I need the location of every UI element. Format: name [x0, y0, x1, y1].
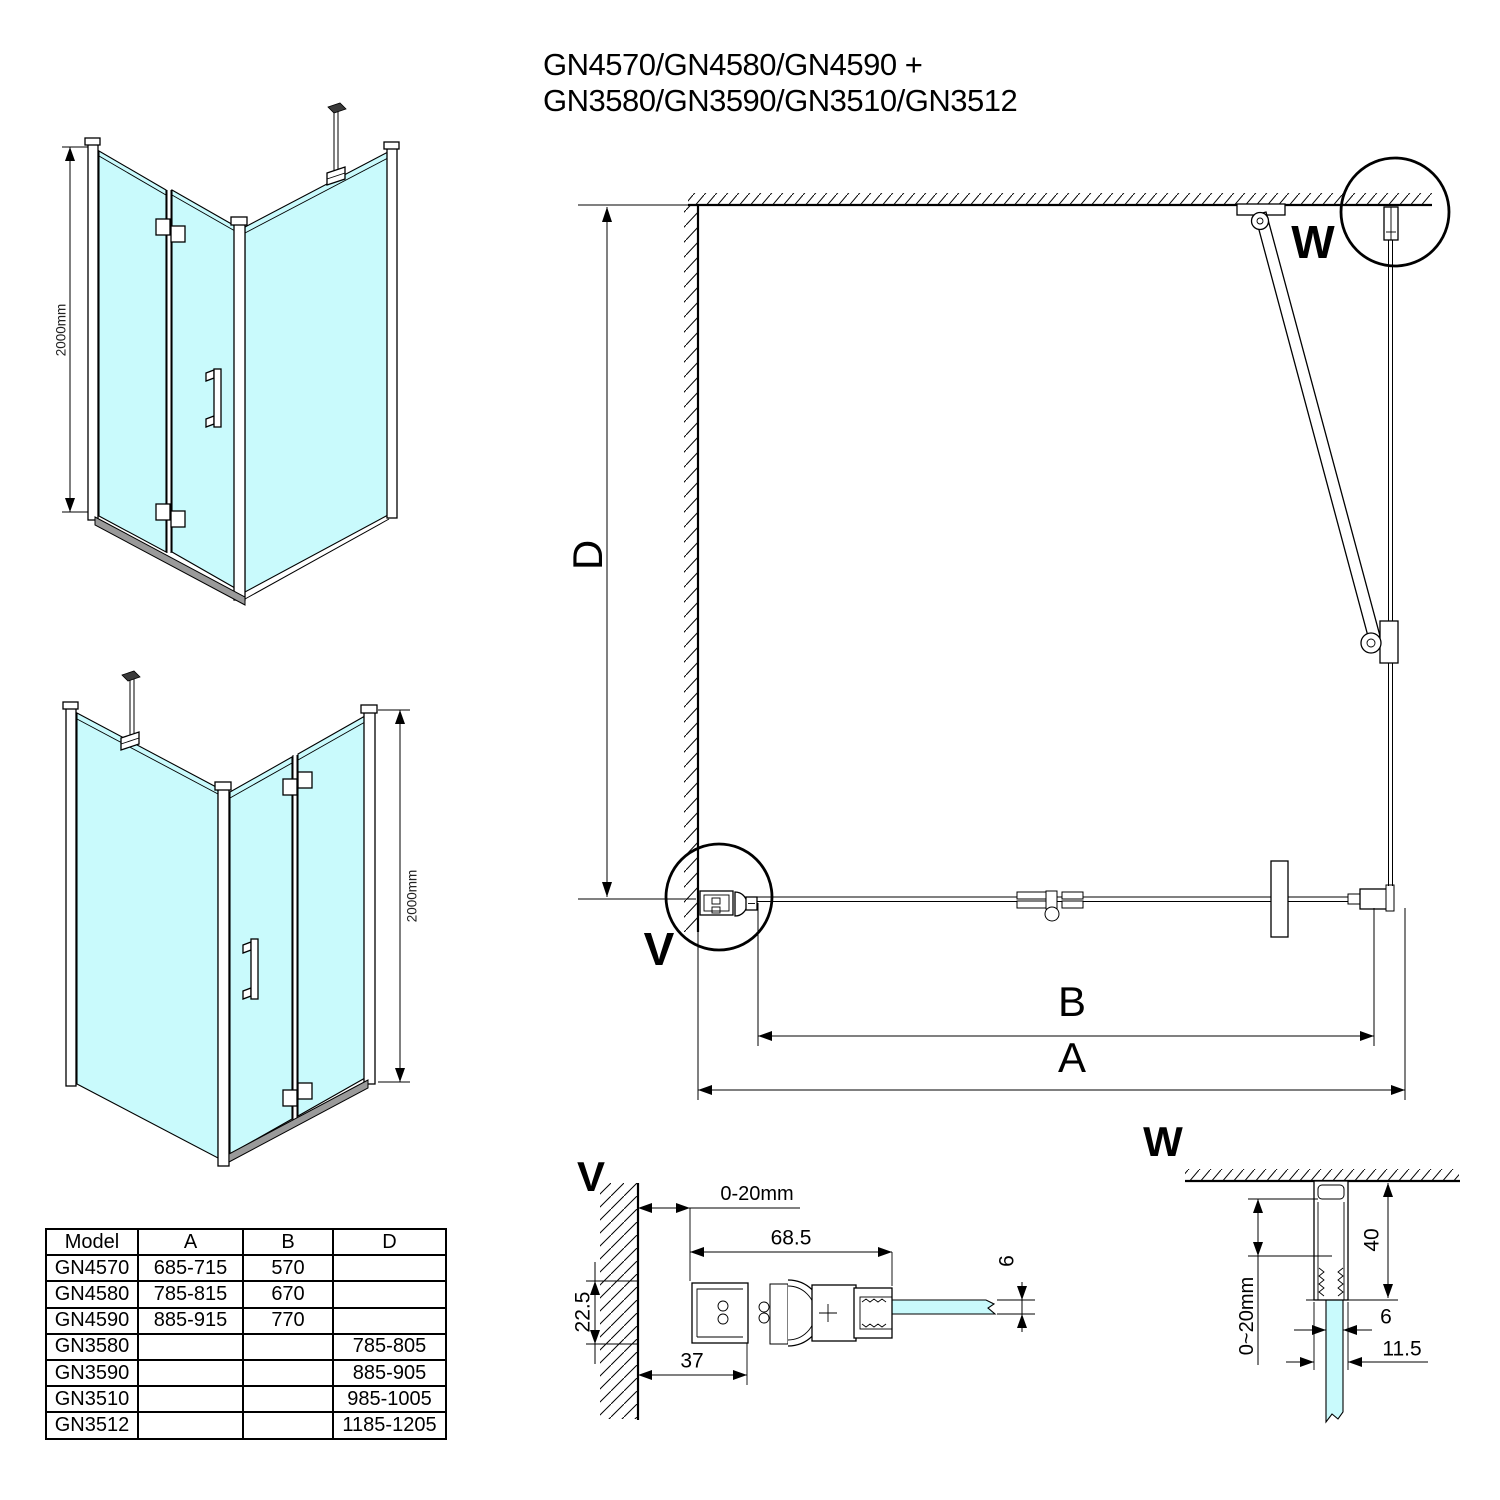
plan-dim-a-label: A — [1057, 1034, 1087, 1081]
cell-a — [138, 1334, 243, 1360]
detail-w-view — [1185, 1169, 1460, 1422]
center-hinge-plan — [1017, 891, 1083, 921]
cell-d — [333, 1255, 446, 1281]
detail-v-view — [586, 1183, 1035, 1420]
top-wall-hatch — [688, 193, 1432, 205]
detail-w-depth-label: 11.5 — [1382, 1337, 1422, 1361]
support-bar — [121, 671, 140, 750]
detail-v-wall-profile-label: 37 — [680, 1349, 704, 1373]
wall-profile-plan — [700, 891, 757, 916]
cell-model: GN4580 — [46, 1281, 138, 1307]
detail-w-title: W — [1143, 1118, 1183, 1165]
cell-model: GN3580 — [46, 1334, 138, 1360]
left-wall-hatch — [684, 205, 698, 932]
knob — [1045, 907, 1059, 921]
detail-v-title: V — [576, 1153, 606, 1200]
plan-dim-b-label: B — [1057, 978, 1087, 1025]
support-bar — [327, 103, 346, 185]
wall-profile-section — [692, 1280, 892, 1346]
iso-back-view — [63, 671, 410, 1166]
support-bar-plan — [1237, 204, 1398, 663]
door-glass-panel — [99, 151, 166, 552]
cell-d: 785-805 — [333, 1334, 446, 1360]
cell-model: GN3510 — [46, 1386, 138, 1412]
plan-detail-w-ref: W — [1291, 216, 1335, 268]
table-row — [46, 1334, 446, 1360]
plan-view — [578, 158, 1449, 1100]
corner-profile-plan — [1348, 885, 1394, 911]
detail-v-glass-label: 6 — [995, 1255, 1019, 1267]
corner-post — [218, 786, 229, 1166]
detail-w-glass-label: 6 — [1380, 1305, 1392, 1329]
cell-b — [243, 1334, 333, 1360]
wall-hatch — [600, 1183, 638, 1419]
wall-profile-post — [66, 706, 76, 1086]
cell-d: 885-905 — [333, 1360, 446, 1386]
side-glass-panel — [245, 152, 388, 592]
iso-front-height-label: 2000mm — [53, 303, 69, 357]
cell-b: 770 — [243, 1308, 333, 1334]
table-row — [46, 1360, 446, 1386]
cell-b: 670 — [243, 1281, 333, 1307]
table-header-d: D — [333, 1229, 446, 1255]
handle-plan — [1271, 861, 1288, 937]
detail-v-depth-label: 22.5 — [571, 1291, 595, 1333]
cell-b — [243, 1360, 333, 1386]
detail-w-height-label: 40 — [1360, 1228, 1384, 1252]
door-glass-panel — [172, 190, 235, 588]
cell-d — [333, 1308, 446, 1334]
table-header-model: Model — [46, 1229, 138, 1255]
ceiling-hatch — [1185, 1169, 1459, 1181]
table-row — [46, 1412, 446, 1438]
side-panel-plan — [1384, 207, 1398, 886]
cell-model: GN3512 — [46, 1412, 138, 1438]
table-row — [46, 1308, 446, 1334]
table-row — [46, 1255, 446, 1281]
plan-detail-v-ref: V — [643, 923, 675, 975]
page-title: GN4570/GN4580/GN4590 + GN3580/GN3590/GN3510/GN3512 — [543, 47, 1018, 118]
cell-b: 570 — [243, 1255, 333, 1281]
cell-b — [243, 1412, 333, 1438]
table-header-row — [46, 1229, 446, 1255]
table-header-a: A — [138, 1229, 243, 1255]
cell-a — [138, 1386, 243, 1412]
cell-b — [243, 1386, 333, 1412]
side-glass-panel — [77, 713, 218, 1158]
detail-w-adjust-label: 0~20mm — [1236, 1276, 1258, 1356]
cell-d: 985-1005 — [333, 1386, 446, 1412]
cell-a: 685-715 — [138, 1255, 243, 1281]
end-post — [387, 146, 397, 518]
corner-post — [234, 221, 245, 600]
cell-d — [333, 1281, 446, 1307]
end-post — [364, 709, 375, 1084]
detail-v-gap-label: 0-20mm — [720, 1183, 794, 1205]
table-header-b: B — [243, 1229, 333, 1255]
cell-a: 885-915 — [138, 1308, 243, 1334]
model-dimensions-table — [45, 1228, 447, 1440]
cell-model: GN4590 — [46, 1308, 138, 1334]
wall-profile-post — [88, 142, 98, 520]
cell-model: GN3590 — [46, 1360, 138, 1386]
iso-back-height-label: 2000mm — [404, 869, 420, 923]
cell-a — [138, 1360, 243, 1386]
detail-v-span-label: 68.5 — [770, 1226, 812, 1250]
iso-front-view — [62, 103, 399, 605]
table-row — [46, 1281, 446, 1307]
plan-dim-d-label: D — [564, 539, 611, 571]
table-row — [46, 1386, 446, 1412]
cell-a — [138, 1412, 243, 1438]
cell-d: 1185-1205 — [333, 1412, 446, 1438]
cell-model: GN4570 — [46, 1255, 138, 1281]
cell-a: 785-815 — [138, 1281, 243, 1307]
